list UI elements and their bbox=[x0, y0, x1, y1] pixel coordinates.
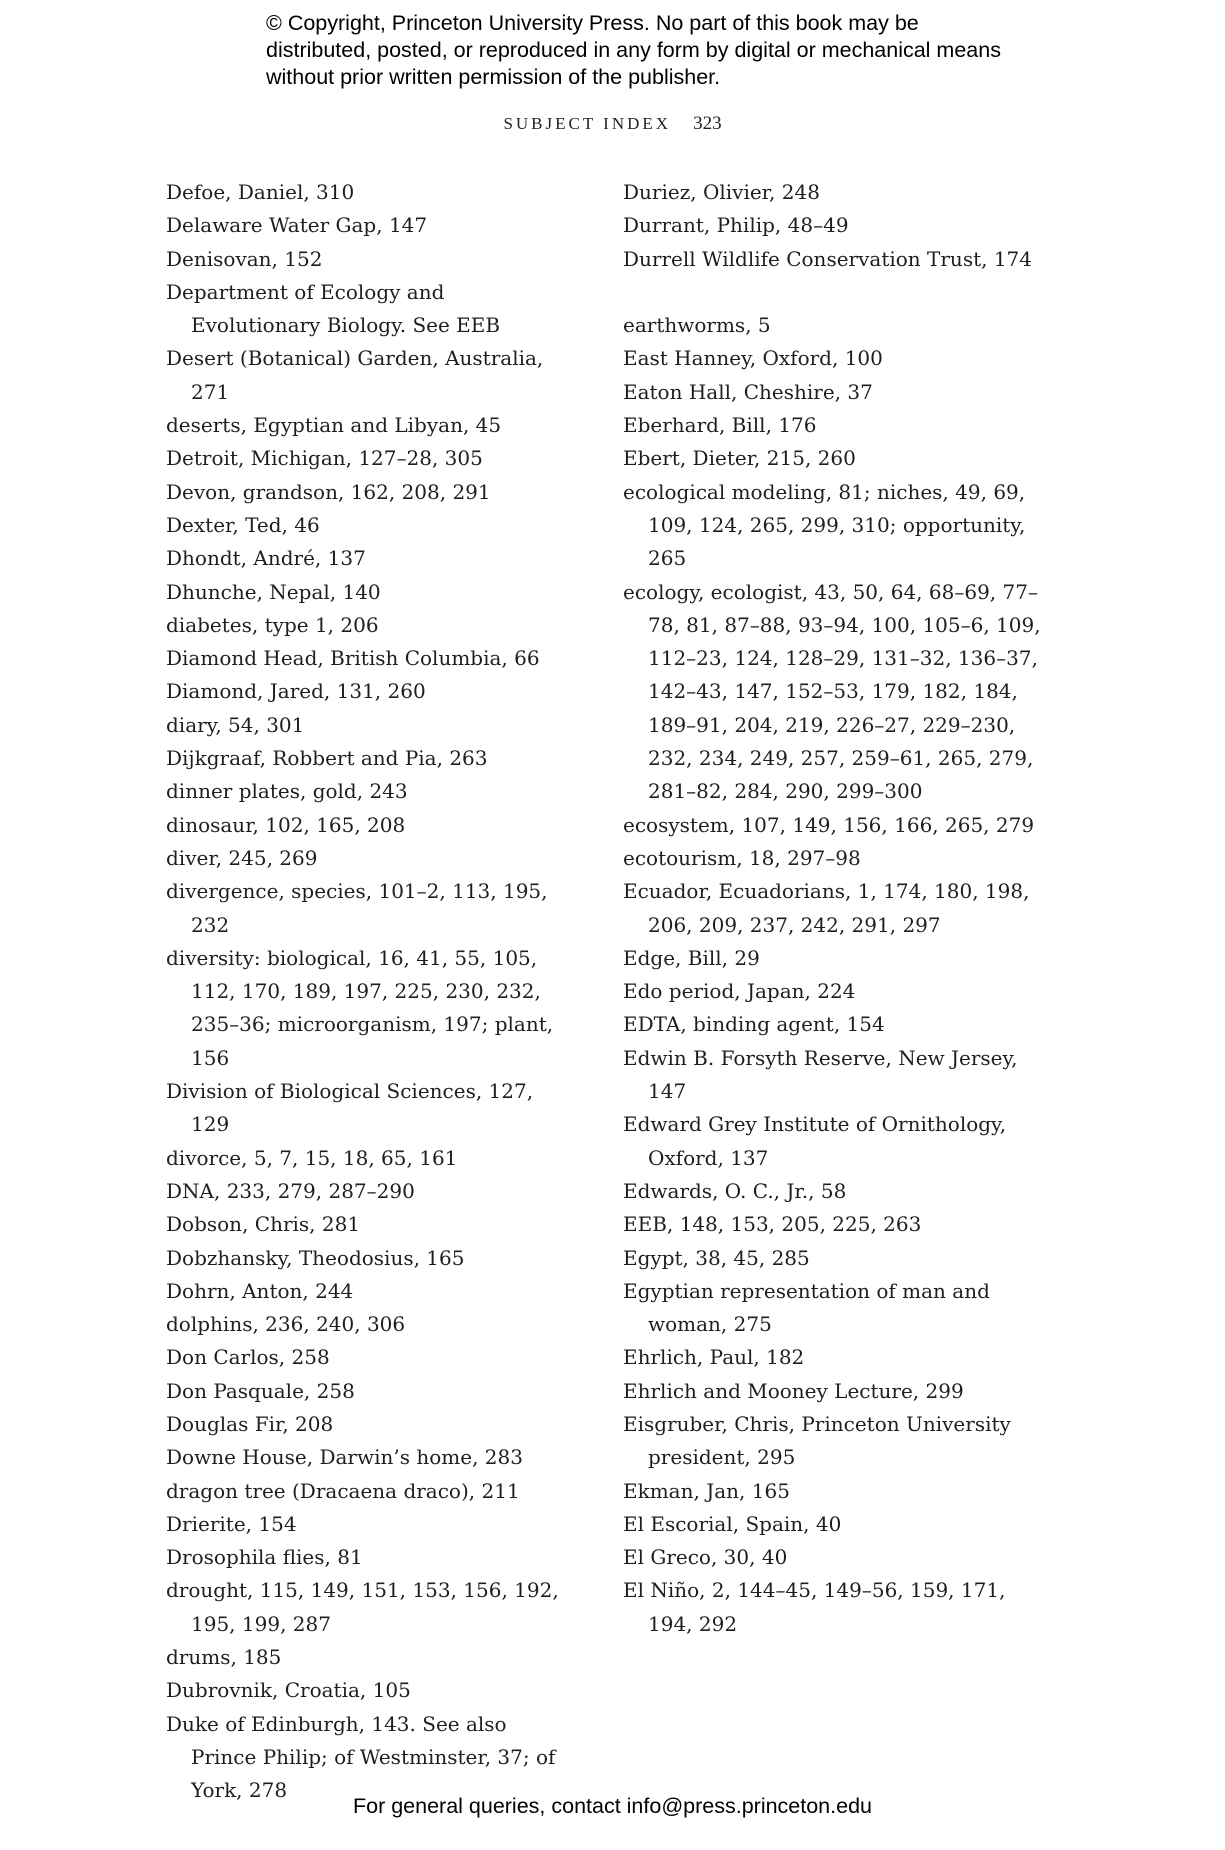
index-entry: Don Carlos, 258 bbox=[166, 1345, 330, 1370]
running-head-title: SUBJECT INDEX bbox=[503, 114, 672, 133]
page-number: 323 bbox=[693, 113, 722, 134]
index-entry: ecology, ecologist, 43, 50, 64, 68–69, 77–78, 81, 87–88, 93–94, 100, 105–6, 109, 112–23, 124, 128–29, 131–32, 136–37, 142–43, 147, 152–53, 179, 182, 184, 189–91, 204, 219, 226–27, 229–230, 232, 234, 249, 257, 259–61, 265, 279, 281–82, 284, 290, 299–300 bbox=[623, 579, 1041, 804]
index-column-right bbox=[623, 176, 1043, 1641]
index-entry: Denisovan, 152 bbox=[166, 246, 323, 271]
index-entry: dolphins, 236, 240, 306 bbox=[166, 1312, 406, 1337]
index-entry: DNA, 233, 279, 287–290 bbox=[166, 1178, 415, 1203]
index-entry: El Escorial, Spain, 40 bbox=[623, 1511, 842, 1536]
index-entry: Douglas Fir, 208 bbox=[166, 1411, 334, 1436]
index-entry: Ehrlich, Paul, 182 bbox=[623, 1345, 805, 1370]
copyright-notice: © Copyright, Princeton University Press. No part of this book may be distributed, posted, or reproduced in any form by digital or mechanical means without prior written permission of the publisher. bbox=[266, 11, 1001, 89]
index-entry: Ehrlich and Mooney Lecture, 299 bbox=[623, 1378, 964, 1403]
index-entry: Eberhard, Bill, 176 bbox=[623, 413, 817, 438]
index-entry: Drierite, 154 bbox=[166, 1511, 297, 1536]
index-entry: Egyptian representation of man and woman, 275 bbox=[623, 1278, 990, 1337]
index-entry: Drosophila flies, 81 bbox=[166, 1545, 363, 1570]
index-entry: diabetes, type 1, 206 bbox=[166, 612, 379, 637]
index-entry: ecological modeling, 81; niches, 49, 69, 109, 124, 265, 299, 310; opportunity, 265 bbox=[623, 479, 1026, 571]
index-entry: Desert (Botanical) Garden, Australia, 271 bbox=[166, 346, 544, 404]
index-entry: Dijkgraaf, Robbert and Pia, 263 bbox=[166, 746, 488, 771]
index-entry: El Greco, 30, 40 bbox=[623, 1545, 788, 1570]
index-entry: Defoe, Daniel, 310 bbox=[166, 180, 355, 204]
index-entry: drought, 115, 149, 151, 153, 156, 192, 195, 199, 287 bbox=[166, 1578, 559, 1636]
index-entry: Ecuador, Ecuadorians, 1, 174, 180, 198, 206, 209, 237, 242, 291, 297 bbox=[623, 879, 1030, 937]
index-entry: Edward Grey Institute of Ornithology, Oxford, 137 bbox=[623, 1112, 1007, 1170]
index-entry: Downe House, Darwin’s home, 283 bbox=[166, 1445, 523, 1470]
index-entry: Diamond, Jared, 131, 260 bbox=[166, 679, 426, 704]
index-entry: deserts, Egyptian and Libyan, 45 bbox=[166, 413, 502, 438]
index-entry: ecotourism, 18, 297–98 bbox=[623, 845, 861, 870]
index-entry: Edge, Bill, 29 bbox=[623, 945, 760, 970]
index-entry: Edwin B. Forsyth Reserve, New Jersey, 147 bbox=[623, 1045, 1018, 1104]
index-entry: drums, 185 bbox=[166, 1645, 282, 1670]
index-entry: Edwards, O. C., Jr., 58 bbox=[623, 1178, 847, 1203]
index-entry: Dhunche, Nepal, 140 bbox=[166, 579, 381, 604]
index-entry: EDTA, binding agent, 154 bbox=[623, 1012, 885, 1037]
index-entry: Dobzhansky, Theodosius, 165 bbox=[166, 1245, 465, 1270]
index-entry: Durrant, Philip, 48–49 bbox=[623, 213, 849, 238]
index-entry: Ekman, Jan, 165 bbox=[623, 1478, 790, 1503]
index-entry: ecosystem, 107, 149, 156, 166, 265, 279 bbox=[623, 812, 1035, 837]
index-entry: Eisgruber, Chris, Princeton University president, 295 bbox=[623, 1411, 1011, 1470]
footer-contact: For general queries, contact info@press.princeton.edu bbox=[352, 1794, 872, 1818]
index-entry: Ebert, Dieter, 215, 260 bbox=[623, 446, 856, 471]
index-entry: diver, 245, 269 bbox=[166, 845, 318, 870]
index-entry: diversity: biological, 16, 41, 55, 105, 112, 170, 189, 197, 225, 230, 232, 235–36; microorganism, 197; plant, 156 bbox=[166, 945, 554, 1070]
index-entry: diary, 54, 301 bbox=[166, 712, 305, 737]
index-entry: divorce, 5, 7, 15, 18, 65, 161 bbox=[166, 1145, 458, 1170]
index-entry: Duke of Edinburgh, 143. See also Prince Philip; of Westminster, 37; of York, 278 bbox=[166, 1711, 556, 1803]
index-entry: dinner plates, gold, 243 bbox=[166, 779, 408, 804]
index-entry: earthworms, 5 bbox=[623, 313, 771, 338]
index-entry: dinosaur, 102, 165, 208 bbox=[166, 812, 406, 837]
index-entry: Department of Ecology and Evolutionary Biology. See EEB bbox=[166, 279, 501, 338]
index-entry: Egypt, 38, 45, 285 bbox=[623, 1245, 810, 1270]
index-entry: EEB, 148, 153, 205, 225, 263 bbox=[623, 1212, 922, 1237]
index-entry: Diamond Head, British Columbia, 66 bbox=[166, 646, 540, 671]
index-entry: Dohrn, Anton, 244 bbox=[166, 1278, 354, 1303]
index-entry: Dhondt, André, 137 bbox=[166, 546, 366, 571]
index-entry: Dubrovnik, Croatia, 105 bbox=[166, 1678, 411, 1703]
index-entry: Eaton Hall, Cheshire, 37 bbox=[623, 379, 873, 404]
running-head bbox=[0, 113, 1225, 135]
index-entry: Division of Biological Sciences, 127, 129 bbox=[166, 1079, 534, 1137]
index-entry: El Niño, 2, 144–45, 149–56, 159, 171, 194, 292 bbox=[623, 1578, 1006, 1636]
index-column-left bbox=[166, 176, 576, 1808]
index-entry: dragon tree (Dracaena draco), 211 bbox=[166, 1478, 520, 1503]
index-entry: Don Pasquale, 258 bbox=[166, 1378, 355, 1403]
index-entry: Devon, grandson, 162, 208, 291 bbox=[166, 479, 491, 504]
index-entry: Detroit, Michigan, 127–28, 305 bbox=[166, 446, 483, 471]
index-entry: divergence, species, 101–2, 113, 195, 232 bbox=[166, 879, 548, 937]
index-entry: Delaware Water Gap, 147 bbox=[166, 213, 428, 238]
letter-group-separator bbox=[623, 276, 1043, 309]
index-entry: Durrell Wildlife Conservation Trust, 174 bbox=[623, 246, 1033, 271]
index-entry: Duriez, Olivier, 248 bbox=[623, 180, 820, 204]
index-entry: Dexter, Ted, 46 bbox=[166, 512, 320, 537]
index-entry: Dobson, Chris, 281 bbox=[166, 1212, 361, 1237]
index-entry: Edo period, Japan, 224 bbox=[623, 979, 856, 1004]
index-entry: East Hanney, Oxford, 100 bbox=[623, 346, 883, 371]
